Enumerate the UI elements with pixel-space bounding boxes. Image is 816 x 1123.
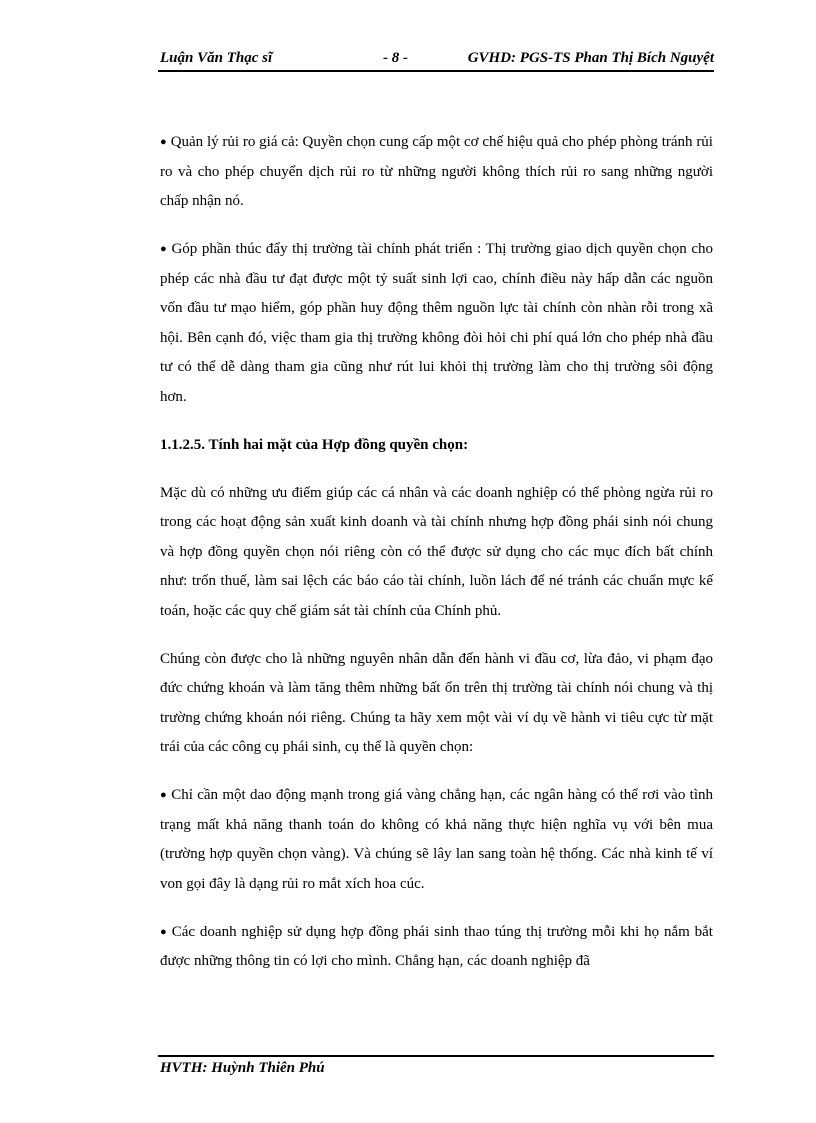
paragraph-text: Chỉ cần một dao động mạnh trong giá vàng chẳng hạn, các ngân hàng có thể rơi vào tình trạng mất khả năng thanh toán do không có khả năng thực hiện nghĩa vụ với bên mua (trường hợp quyền chọn vàng). Và chúng sẽ lây lan sang toàn hệ thống. Các nhà kinh tế ví von gọi đây là dạng rủi ro mắt xích hoa cúc.: [160, 787, 713, 892]
paragraph-text: Quản lý rủi ro giá cả: Quyền chọn cung cấp một cơ chế hiệu quả cho phép phòng tránh rủi ro và cho phép chuyển dịch rủi ro từ những người không thích rủi ro sang những người chấp nhận nó.: [160, 134, 713, 209]
paragraph-manipulation: [160, 918, 713, 977]
paragraph-gold-example: [160, 781, 713, 899]
header-divider: [158, 70, 714, 72]
footer-divider: [158, 1055, 714, 1057]
header-page-number: - 8 -: [383, 50, 408, 66]
bullet-icon: ●: [160, 925, 168, 938]
paragraph-price-risk: [160, 128, 713, 217]
paragraph-market-development: [160, 235, 713, 412]
paragraph-drawbacks: Mặc dù có những ưu điểm giúp các cá nhân và các doanh nghiệp có thể phòng ngừa rủi ro trong các hoạt động sản xuất kinh doanh và tài chính nhưng hợp đồng phái sinh nói chung và hợp đồng quyền chọn nói riêng còn có thể được sử dụng cho các mục đích bất chính như: trốn thuế, làm sai lệch các báo cáo tài chính, luồn lách để né tránh các chuẩn mực kế toán, hoặc các quy chế giám sát tài chính của Chính phủ.: [160, 484, 713, 619]
header-advisor: GVHD: PGS-TS Phan Thị Bích Nguyệt: [467, 50, 714, 66]
section-heading: 1.1.2.5. Tính hai mặt của Hợp đồng quyền chọn:: [160, 436, 469, 453]
bullet-icon: ●: [160, 789, 168, 801]
bullet-icon: ●: [160, 136, 167, 148]
bullet-icon: ●: [160, 243, 168, 255]
page-footer: HVTH: Huỳnh Thiên Phú: [160, 1060, 325, 1076]
document-body: [160, 128, 713, 995]
header-thesis-title: Luận Văn Thạc sĩ: [160, 50, 273, 66]
paragraph-text: Các doanh nghiệp sử dụng hợp đồng phái sinh thao túng thị trường mỗi khi họ nắm bắt được những thông tin có lợi cho mình. Chẳng hạn, các doanh nghiệp đã: [160, 923, 713, 969]
paragraph-speculation: Chúng còn được cho là những nguyên nhân dẫn đến hành vi đầu cơ, lừa đảo, vi phạm đạo đức chứng khoán và làm tăng thêm những bất ổn trên thị trường tài chính nói chung và thị trường chứng khoán nói riêng. Chúng ta hãy xem một vài ví dụ về hành vi tiêu cực từ mặt trái của các công cụ phái sinh, cụ thể là quyền chọn:: [160, 650, 713, 755]
paragraph-text: Góp phần thúc đẩy thị trường tài chính phát triển : Thị trường giao dịch quyền chọn cho phép các nhà đầu tư đạt được một tỷ suất sinh lợi cao, chính điều này hấp dẫn các nguồn vốn đầu tư mạo hiểm, góp phần huy động thêm nguồn lực tài chính còn nhàn rỗi trong xã hội. Bên cạnh đó, việc tham gia thị trường không đòi hỏi chi phí quá lớn cho phép nhà đầu tư có thể dễ dàng tham gia cũng như rút lui khỏi thị trường làm cho thị trường sôi động hơn.: [160, 241, 713, 405]
page-header: [158, 48, 714, 70]
